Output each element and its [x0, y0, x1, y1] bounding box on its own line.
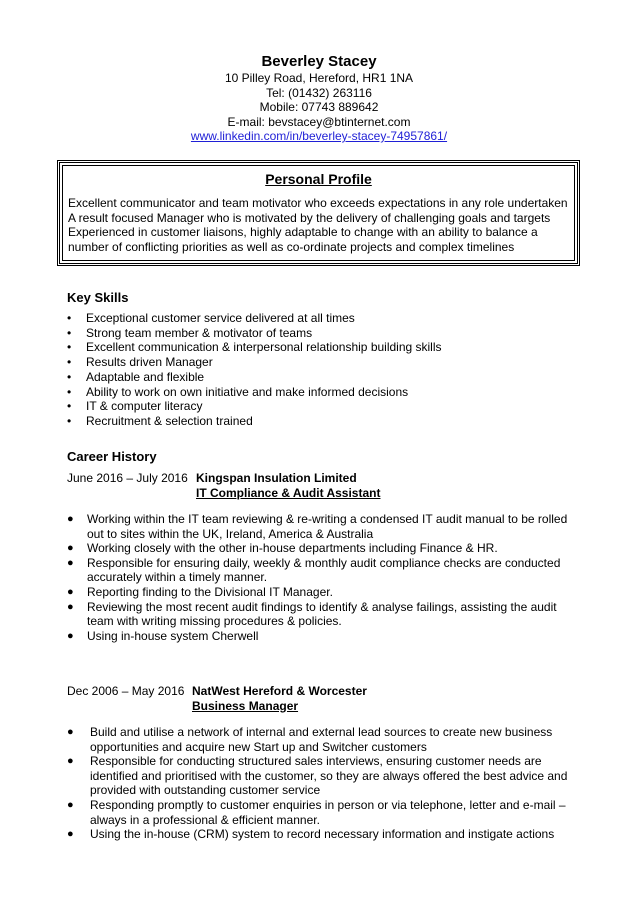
list-item: • IT & computer literacy [67, 399, 203, 414]
list-item: ● Reviewing the most recent audit findings to identify & analyse failings, assisting the audit team with writing missing procedures & policies. [67, 599, 557, 629]
bullet: • [67, 384, 72, 399]
bullet: • [67, 369, 72, 384]
list-item: • Recruitment & selection trained [67, 413, 253, 428]
profile-text [68, 196, 568, 254]
list-item: • Strong team member & motivator of teams [67, 325, 313, 340]
list-item: ● Using in-house system Cherwell [67, 628, 259, 643]
job-duties-list [67, 725, 567, 842]
list-item: • Excellent communication & interpersonal relationship building skills [67, 340, 442, 355]
profile-line: Excellent communicator and team motivator who exceeds expectations in any role undertaken [68, 196, 568, 210]
profile-line: A result focused Manager who is motivated by the delivery of challenging goals and targets [68, 210, 551, 225]
list-item: • Results driven Manager [67, 355, 213, 370]
list-item: ● Working within the IT team reviewing & re-writing a condensed IT audit manual to be rolled out to sites within the UK, Ireland, America & Australia [67, 512, 568, 541]
list-item: ● Responding promptly to customer enquiries in person or via telephone, letter and e-mail – always in a professional & efficient manner. [67, 797, 566, 827]
list-item: • Ability to work on own initiative and make informed decisions [67, 384, 409, 399]
bullet: ● [67, 629, 74, 642]
profile-title: Personal Profile [265, 171, 372, 187]
list-item: ● Reporting finding to the Divisional IT Manager. [67, 584, 333, 599]
job-company: NatWest Hereford & Worcester [192, 684, 367, 698]
bullet: ● [67, 542, 74, 555]
list-item: • Exceptional customer service delivered at all times [67, 311, 355, 325]
linkedin-link[interactable]: www.linkedin.com/in/beverley-stacey-74957861/ [190, 129, 448, 143]
bullet: • [67, 311, 72, 325]
job-role: Business Manager [192, 698, 299, 713]
bullet: ● [67, 600, 74, 613]
mobile: Mobile: 07743 889642 [259, 100, 379, 114]
key-skills-heading: Key Skills [67, 290, 129, 305]
bullet: ● [67, 755, 74, 768]
profile-line: Experienced in customer liaisons, highly adaptable to change with an ability to balance a [68, 225, 538, 240]
bullet: ● [67, 798, 74, 811]
bullet: ● [67, 726, 74, 738]
job-dates: Dec 2006 – May 2016 [67, 684, 185, 698]
bullet: ● [67, 556, 74, 569]
bullet: • [67, 399, 72, 414]
job-header [67, 684, 367, 713]
key-skills-list [67, 311, 442, 429]
bullet: • [67, 340, 72, 355]
address: 10 Pilley Road, Hereford, HR1 1NA [224, 71, 414, 85]
job-role: IT Compliance & Audit Assistant [196, 485, 381, 500]
job-dates: June 2016 – July 2016 [67, 471, 188, 485]
telephone: Tel: (01432) 263116 [266, 85, 372, 100]
contact-header [0, 53, 638, 144]
bullet: ● [67, 828, 74, 841]
job-duties-list [67, 512, 567, 643]
career-history-heading: Career History [67, 449, 157, 464]
bullet: • [67, 355, 72, 370]
list-item: ● Working closely with the other in-house departments including Finance & HR. [67, 541, 498, 556]
list-item: ● Responsible for ensuring daily, weekly & monthly audit compliance checks are conducted accurately within a timely manner. [67, 555, 561, 585]
email: E-mail: bevstacey@btinternet.com [227, 114, 411, 129]
list-item: • Adaptable and flexible [67, 369, 205, 384]
profile-line: number of conflicting priorities as well as co-ordinate projects and complex timelines [68, 239, 515, 254]
bullet: ● [67, 585, 74, 598]
list-item: ● Build and utilise a network of internal and external lead sources to create new business opportunities and acquire new Start up and Switcher customers [67, 725, 553, 754]
bullet: • [67, 325, 72, 340]
bullet: • [67, 413, 72, 428]
job-header [67, 471, 380, 500]
job-company: Kingspan Insulation Limited [196, 471, 357, 485]
candidate-name: Beverley Stacey [261, 53, 377, 70]
personal-profile-box [57, 160, 580, 266]
list-item: ● Using the in-house (CRM) system to record necessary information and instigate actions [67, 827, 555, 842]
bullet: ● [67, 513, 74, 525]
list-item: ● Responsible for conducting structured sales interviews, ensuring customer needs are identified and prioritised with the customer, so they are always offered the best advice and provided with outstanding customer service [67, 754, 568, 798]
